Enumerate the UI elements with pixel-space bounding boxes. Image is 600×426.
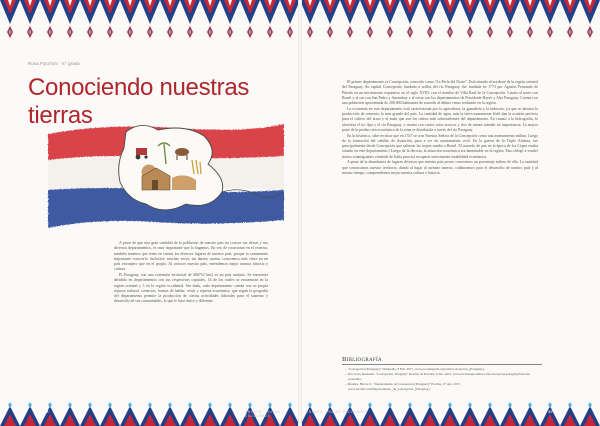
paragraph: A pesar de la abundancia de lugares diversos que nuestro país posee, conocemos un porcentaje ínfimo de ella. La cantidad que conozcamos nuestro territorio, dando al lugar al turismo interno, colaboramos para el desarrollo de nuestro país y al mismo tiempo, comprendemos mejor nuestra cultura e historia. — [342, 160, 538, 175]
page-gutter — [298, 0, 302, 426]
paragraph: La economía en este departamento está caracterizada por la agricultura, la ganadería y la industria, ya que se destaca la producción de cemento, la más grande del país. La cantidad de agua, más la tierra sumamente fértil dan la ocasión perfecta para el cultivo del arroz y el maíz que son los rubros más sobresalientes del departamento. En cuanto a la hidrografía, lo atraviesa el río Apa y el río Paraguay, y cuenta con varios otros arroyos y ríos de menor tamaño no importancia. La mayor parte de la producción económica de la zona es distribuida a través del río Paraguay. — [342, 106, 538, 132]
page-number-left: 48 — [44, 409, 49, 414]
paragraph: En lo histórico, cabe recalcar que en 1537 se crea Nuestra Señora de la Concepción como una asentamiento militar. Luego de la formación del cabildo de Asunción, pasa a ser un asentamiento civil. En la guerra de la Triple Alianza, fue principalmente desde Concepción que salieron las tropas rumbo a Brasil. El acuerdo de paz en la época de los López estaba situado en este departamento.) Luego de la derrota, la situación económica era lamentable en la región. Esto obligó a vender tierras a inmigrantes viniendo de Italia para así recuperar nuevamente estabilidad económica. — [342, 133, 538, 159]
bibliography-list — [342, 367, 542, 392]
paragraph: A pesar de que una gran cantidad de la población de nuestro país no conoce sus tierras y sus diversos departamentos, es muy importante que lo hagamos. En vez de vacacionar en el exterior, también tenemos que tener en cuenta los diversos lugares de nuestro país, porque es sumamente importante conocerlo. Inclusive, muchas veces, sin darnos cuenta, conocemos más sitios en un país extranjero que en el propio. Al conocer nuestro país, entendemos mejor nuestra historia y cultura. — [114, 241, 268, 272]
bibliography — [342, 356, 542, 392]
bibliography-item: – Mereles, Héctor S. “Departamento de Concepción (Paraguay)” Escribe, 27 Apr. 2017, www.escribe.com/Departamento_de_Concepción_(Paraguay). — [348, 382, 542, 391]
cow-icon — [175, 148, 189, 156]
tractor-icon — [136, 148, 147, 155]
top-decorative-band — [0, 0, 300, 40]
paragraph: El Paraguay, con una extensión territorial de 406752 km2 es un país unitario. Se encuentra dividido en departamentos con sus respectivas capitales, 14 de los cuales se encuentran en la región oriental y 3 en la región occidental. Sin duda, cada departamento cuenta con su propia riqueza cultural, creencias, formas de hablar, vestir y riqueza económica, que según la geografía del departamento permite la producción de ciertas actividades laborales para el sustento y desarrollo de sus comunidades, lo que le hace único y diferente. — [114, 273, 268, 304]
journal-name-left: ENSAYO · RUTAS ESCOLARES — [245, 410, 281, 418]
flag-map-illustration — [46, 120, 286, 230]
section-label: Rosa Facchini · 6° grado — [28, 61, 81, 66]
woven-pattern-top — [0, 0, 300, 40]
right-column-text — [342, 80, 538, 177]
bibliography-item: – “Concepción (Paraguay)” Wikipedia, 8 Feb. 2017, www.es.wikipedia.org/wiki/Concepción_(Paraguay). — [348, 367, 542, 372]
bibliography-item: – Vera Sosa, Reinaldo. “Concepción, Paraguay” Revista de Portales, 9 Jan. 2015, www.revistadeportales.com/concepcion-paraguay/historia-economia. — [348, 372, 542, 381]
top-decorative-band — [300, 0, 600, 40]
left-column-text — [114, 241, 268, 305]
paragraph: El primer departamento es Concepción, conocido como “La Perla del Norte”. Está situado al nordeste de la región oriental del Paraguay. Su capital Concepción, fundada a orillas del río Paraguay, fue fundada en 1773 por Agustín Fernando de Pinedo en un movimiento expansivo en el siglo XVIII, con el nombre de Villa Real de la Concepción. Limita al norte con Brasil y al sur con San Pedro y Amambay y al oeste con los departamentos de Presidente Hayes y Alto Paraguay. Cuenta con una población aproximada de 200.000 habitantes de acuerdo al último censo realizado en la región. — [342, 80, 538, 105]
journal-name-right: ENSAYO · RUTAS ESCOLARES — [306, 410, 368, 414]
article-title: Conociendo nuestras tierras — [28, 74, 250, 129]
woven-pattern-top — [300, 0, 600, 40]
page-number-right: 49 — [548, 409, 553, 414]
bibliography-title: Bibliografía — [342, 356, 542, 365]
